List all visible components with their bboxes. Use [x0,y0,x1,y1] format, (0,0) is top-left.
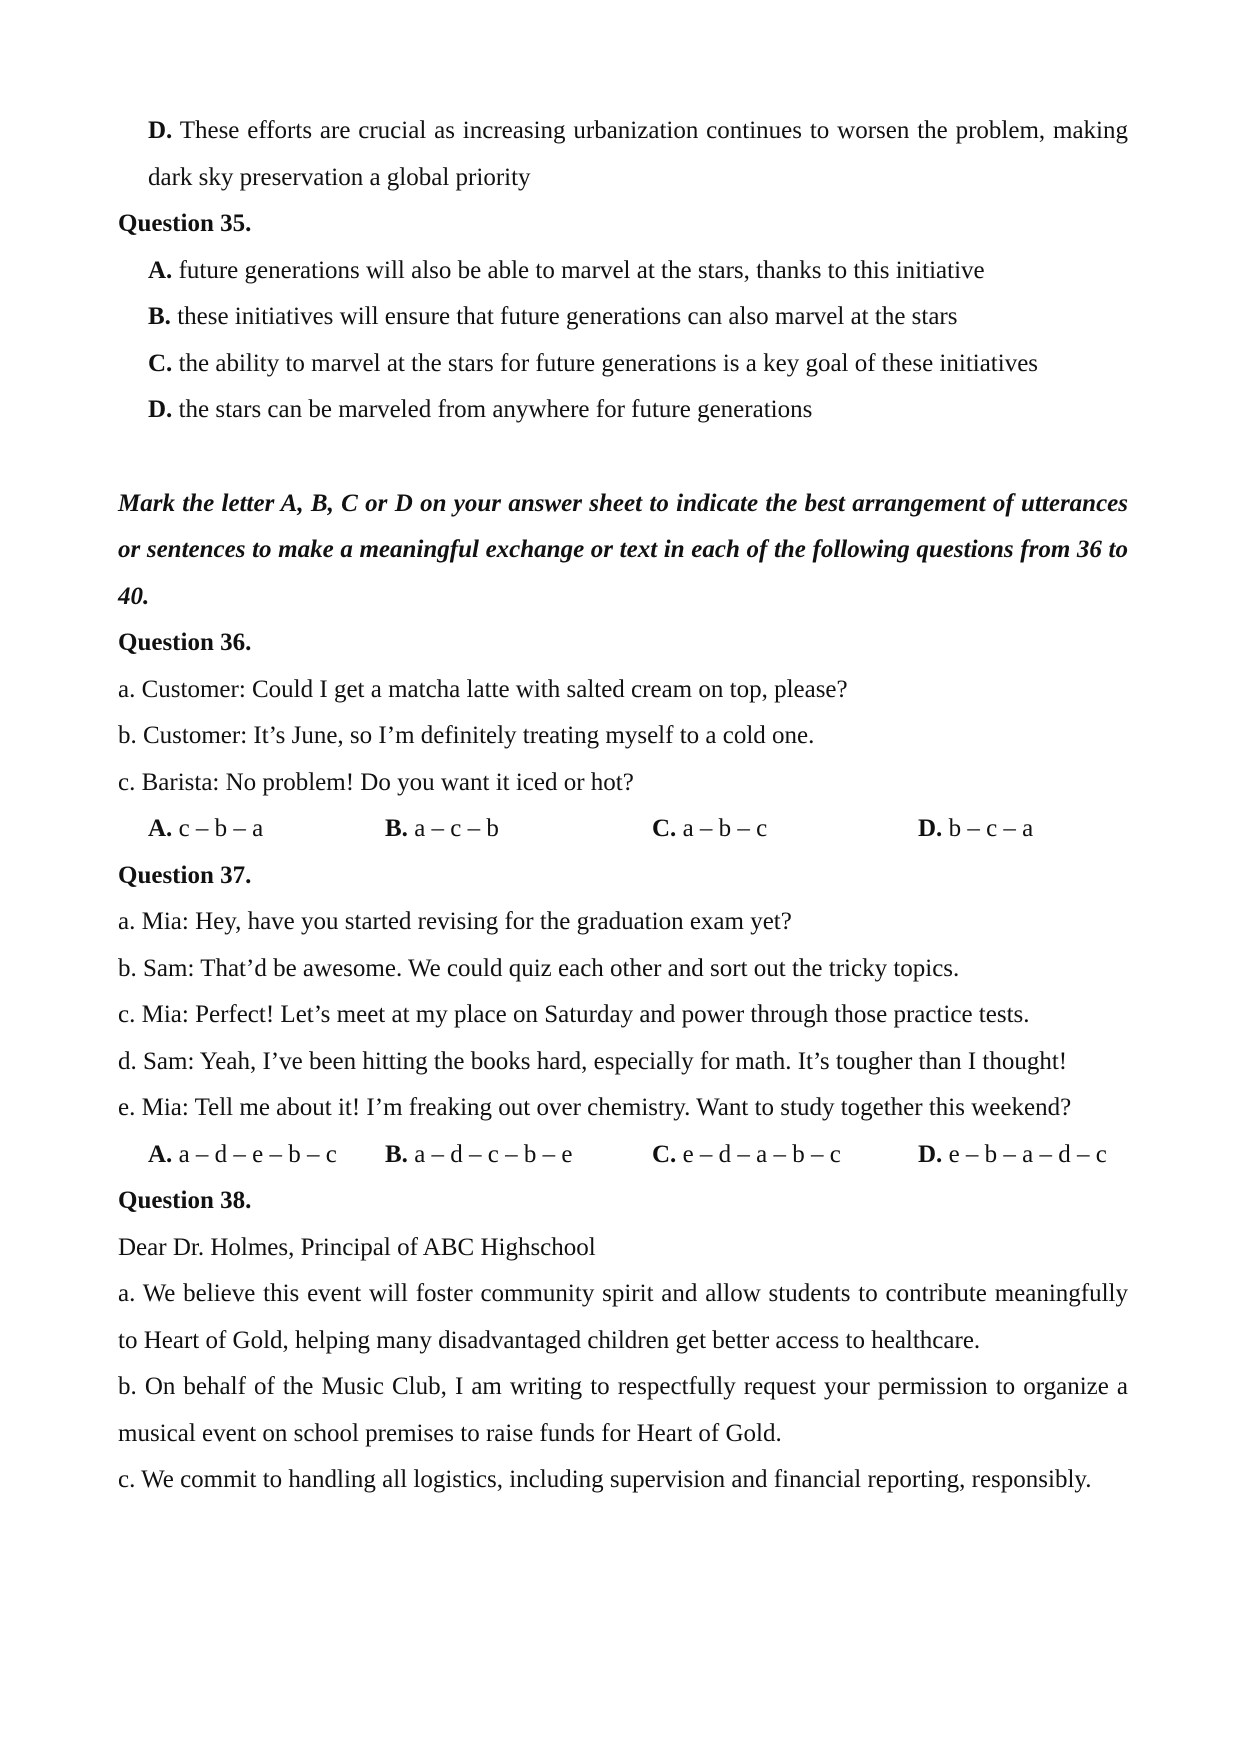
q35-option-d [118,387,1128,434]
exam-page [118,108,1128,1504]
question-37-title: Question 37. [118,861,252,889]
option-text: a – b – c [676,815,768,842]
q36-option-a [148,806,385,853]
question-35-title: Question 35. [118,210,252,237]
question-38-title: Question 38. [118,1187,252,1214]
option-text: a – d – e – b – c [172,1140,337,1168]
option-label: B. [385,815,408,842]
option-label: A. [148,1140,173,1168]
q37-options [118,1132,1128,1179]
option-label: D. [918,1140,943,1168]
q36-option-d [918,806,1128,853]
q37-option-a [148,1132,385,1179]
q36-line-b: b. Customer: It’s June, so I’m definitely treating myself to a cold one. [118,722,815,749]
option-label: D. [918,815,943,842]
q36-option-b [385,806,652,853]
q37-option-d [918,1132,1128,1179]
section-instruction: Mark the letter A, B, C or D on your answer sheet to indicate the best arrangement of utterances or sentences to make a meaningful exchange or text in each of the following questions from 36 to 40. [118,489,1128,610]
option-label: B. [385,1140,408,1168]
option-label: B. [148,303,171,330]
q38-paragraph-b: b. On behalf of the Music Club, I am writing to respectfully request your permission to organize a musical event on school premises to raise funds for Heart of Gold. [118,1373,1128,1447]
q35-option-c [118,341,1128,388]
option-label: D. [148,117,173,144]
q37-line-a: a. Mia: Hey, have you started revising for the graduation exam yet? [118,908,792,935]
question-36-title: Question 36. [118,629,252,656]
option-label: C. [148,349,173,377]
option-label: A. [148,815,173,842]
q35-option-b [118,294,1128,341]
option-label: A. [148,256,173,284]
option-text: e – d – a – b – c [676,1140,841,1168]
option-text: c – b – a [172,815,264,842]
option-text: a – c – b [407,815,499,842]
q37-option-c [652,1132,918,1179]
q36-options [118,806,1128,853]
q38-paragraph-c: c. We commit to handling all logistics, including supervision and financial reporting, responsibly. [118,1466,1092,1493]
option-text: future generations will also be able to marvel at the stars, thanks to this initiative [172,256,985,284]
section-spacer [118,434,1128,481]
q37-line-c: c. Mia: Perfect! Let’s meet at my place on Saturday and power through those practice tests. [118,1001,1030,1028]
option-text: the ability to marvel at the stars for future generations is a key goal of these initiatives [172,349,1039,377]
option-text: a – d – c – b – e [407,1140,573,1168]
q34-option-d [118,108,1128,201]
option-label: D. [148,396,173,423]
letter-salutation: Dear Dr. Holmes, Principal of ABC Highschool [118,1233,596,1261]
q36-option-c [652,806,918,853]
q38-paragraph-a: a. We believe this event will foster community spirit and allow students to contribute meaningfully to Heart of Gold, helping many disadvantaged children get better access to healthcare. [118,1280,1128,1354]
option-text: the stars can be marveled from anywhere for future generations [172,396,813,423]
option-text: These efforts are crucial as increasing urbanization continues to worsen the problem, making dark sky preservation a global priority [148,117,1128,191]
option-label: C. [652,815,677,842]
q36-line-c: c. Barista: No problem! Do you want it iced or hot? [118,768,634,796]
q35-option-a [118,248,1128,295]
option-text: b – c – a [942,815,1034,842]
option-text: e – b – a – d – c [942,1140,1107,1168]
q36-line-a: a. Customer: Could I get a matcha latte with salted cream on top, please? [118,675,848,703]
q37-line-d: d. Sam: Yeah, I’ve been hitting the books hard, especially for math. It’s tougher than I thought! [118,1047,1068,1075]
q37-option-b [385,1132,652,1179]
q37-line-e: e. Mia: Tell me about it! I’m freaking out over chemistry. Want to study together this weekend? [118,1094,1072,1121]
option-label: C. [652,1140,677,1168]
option-text: these initiatives will ensure that future generations can also marvel at the stars [170,303,958,330]
q37-line-b: b. Sam: That’d be awesome. We could quiz each other and sort out the tricky topics. [118,954,960,982]
